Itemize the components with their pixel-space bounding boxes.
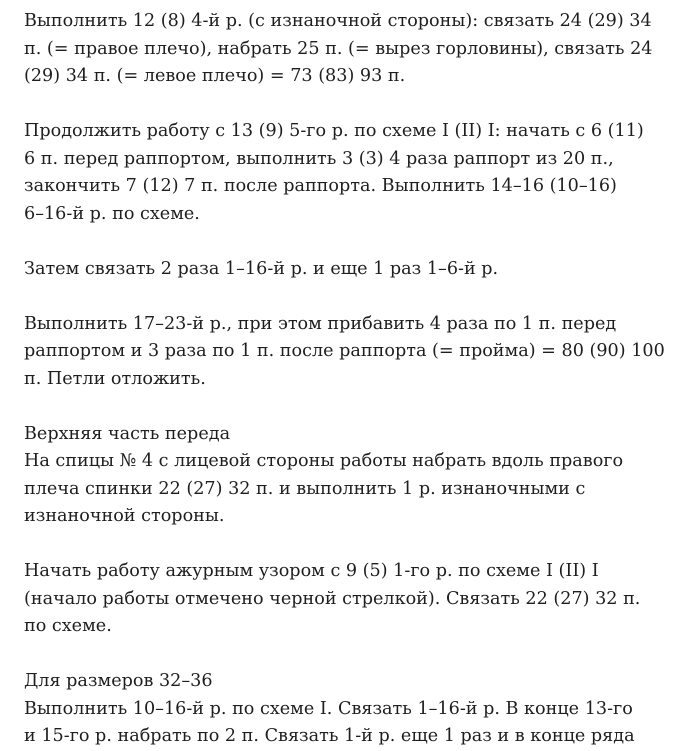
text-line: закончить 7 (12) 7 п. после раппорта. Выполнить 14–16 (10–16) <box>24 176 617 196</box>
paragraph-row-4 <box>24 8 684 91</box>
text-line: (начало работы отмечено черной стрелкой). Связать 22 (27) 32 п. <box>24 588 641 609</box>
text-line: раппортом и 3 раза по 1 п. после раппорта (= пройма) = 80 (90) 100 <box>24 341 665 361</box>
text-line: по схеме. <box>24 616 112 636</box>
document-page <box>24 8 684 751</box>
section-heading: Для размеров 32–36 <box>24 671 213 691</box>
text-line: На спицы № 4 с лицевой стороны работы набрать вдоль правого <box>24 451 624 471</box>
text-line: п. Петли отложить. <box>24 368 206 389</box>
paragraph-sizes <box>24 668 684 751</box>
paragraph-upper-front <box>24 421 684 531</box>
text-line: Выполнить 12 (8) 4-й р. (с изнаночной стороны): связать 24 (29) 34 <box>24 11 652 31</box>
text-line: и 15-го р. набрать по 2 п. Связать 1-й р. еще 1 раз и в конце ряда <box>24 726 635 746</box>
text-line: Продолжить работу с 13 (9) 5-го р. по схеме I (II) I: начать с 6 (11) <box>24 121 644 141</box>
text-line: изнаночной стороны. <box>24 506 225 526</box>
text-line: п. (= правое плечо), набрать 25 п. (= вырез горловины), связать 24 <box>24 38 653 59</box>
text-line: 6 п. перед раппортом, выполнить 3 (3) 4 раза раппорт из 20 п., <box>24 148 614 169</box>
paragraph-openwork <box>24 558 684 641</box>
text-line: Выполнить 17–23-й р., при этом прибавить 4 раза по 1 п. перед <box>24 313 617 334</box>
section-heading: Верхняя часть переда <box>24 423 231 444</box>
paragraph-pattern-start <box>24 118 684 228</box>
text-line: 6–16-й р. по схеме. <box>24 203 200 224</box>
paragraph-repeat <box>24 256 684 284</box>
paragraph-armhole <box>24 311 684 394</box>
text-line: (29) 34 п. (= левое плечо) = 73 (83) 93 п. <box>24 66 406 86</box>
text-line: Затем связать 2 раза 1–16-й р. и еще 1 раз 1–6-й р. <box>24 258 499 279</box>
text-line: Начать работу ажурным узором с 9 (5) 1-го р. по схеме I (II) I <box>24 561 599 581</box>
text-line: Выполнить 10–16-й р. по схеме I. Связать 1–16-й р. В конце 13-го <box>24 698 633 719</box>
text-line: плеча спинки 22 (27) 32 п. и выполнить 1 р. изнаночными с <box>24 478 586 499</box>
